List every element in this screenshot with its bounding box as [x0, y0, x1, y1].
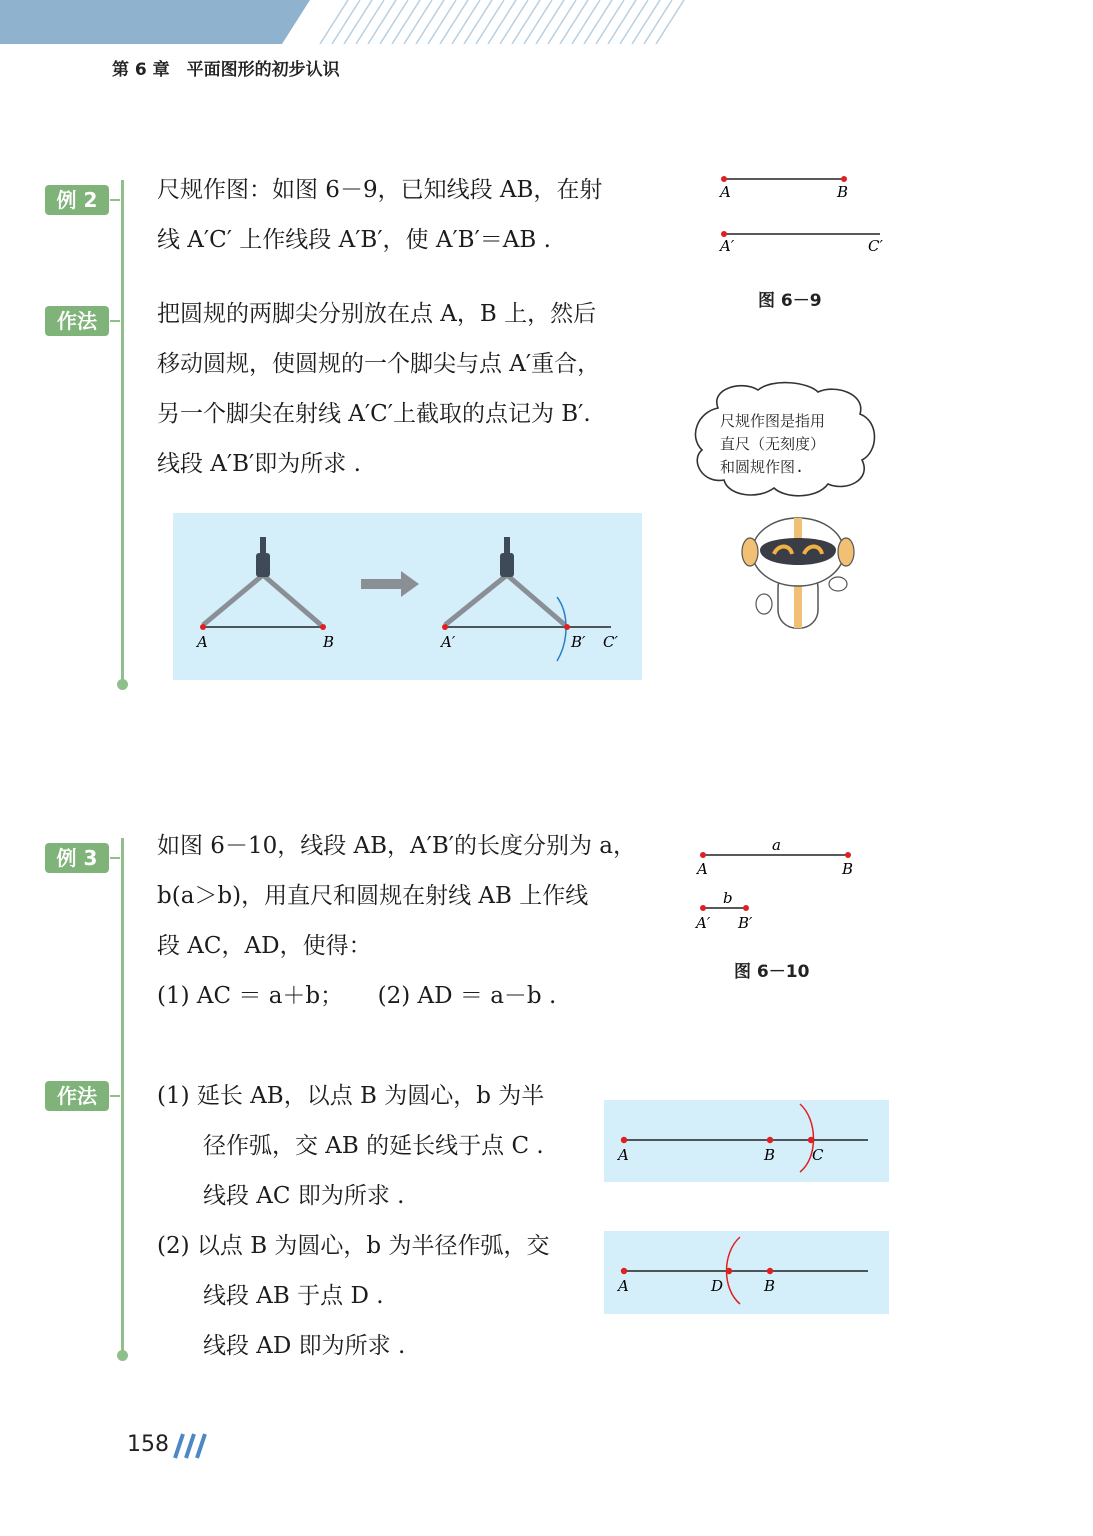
- label-a: A: [197, 633, 208, 651]
- compass-top: [260, 537, 266, 555]
- example2-method-text: [157, 289, 600, 489]
- arrow-icon: [361, 571, 419, 597]
- text-line: 移动圆规，使圆规的一个脚尖与点 A′重合，: [157, 351, 601, 377]
- point-b1: [743, 905, 749, 911]
- label-b: B: [842, 860, 854, 878]
- example2-text: [157, 165, 602, 265]
- header-bar: [0, 0, 1093, 44]
- label-b-length: b: [723, 889, 733, 907]
- example3-rail: [121, 838, 124, 1355]
- example2-rail: [121, 180, 124, 684]
- compass-leg: [507, 575, 565, 625]
- label-a1: A′: [696, 914, 711, 932]
- tag-connector: [110, 320, 120, 322]
- example2-rail-end: [117, 679, 128, 690]
- tag-connector: [110, 857, 120, 859]
- label-a-length: a: [772, 836, 781, 854]
- point-c: [808, 1137, 814, 1143]
- compass-top: [504, 537, 510, 555]
- point-b: [320, 624, 326, 630]
- label-c1: C′: [603, 633, 618, 651]
- compass-leg: [203, 575, 263, 625]
- label-a: A: [618, 1146, 629, 1164]
- label-b1: B′: [738, 914, 753, 932]
- point-a: [200, 624, 206, 630]
- compass-handle: [256, 553, 270, 577]
- label-b: B: [764, 1146, 776, 1164]
- figure-6-9: [700, 165, 900, 265]
- label-b: B: [323, 633, 335, 651]
- compass-construction: [173, 513, 642, 680]
- point-a: [721, 176, 727, 182]
- label-a1: A′: [441, 633, 456, 651]
- chapter-title: 第 6 章 平面图形的初步认识: [112, 60, 340, 80]
- construction-ad: [604, 1231, 889, 1314]
- text-line: 把圆规的两脚尖分别放在点 A，B 上，然后: [157, 301, 597, 327]
- figure-6-9-caption: 图 6－9: [758, 291, 822, 311]
- label-b1: B′: [571, 633, 586, 651]
- text-line: (1) AC ＝ a＋b； (2) AD ＝ a－b .: [157, 983, 557, 1009]
- point-a1: [442, 624, 448, 630]
- label-d: D: [711, 1277, 724, 1295]
- text-line: 径作弧，交 AB 的延长线于点 C .: [203, 1133, 544, 1159]
- robot-mascot: [738, 512, 858, 634]
- label-c: C: [812, 1146, 824, 1164]
- point-b: [767, 1268, 773, 1274]
- text-line: 线段 AD 即为所求 .: [203, 1333, 406, 1359]
- arc: [557, 597, 566, 661]
- text-line: 如图 6－10，线段 AB，A′B′的长度分别为 a，: [157, 833, 637, 859]
- example2-tag: 例 2: [45, 185, 109, 215]
- label-a: A: [697, 860, 708, 878]
- text-line: 段 AC，AD，使得：: [157, 933, 372, 959]
- point-a: [621, 1137, 627, 1143]
- text-line: 线段 AC 即为所求 .: [203, 1183, 405, 1209]
- example3-tag: 例 3: [45, 843, 109, 873]
- text-line: 线段 A′B′即为所求 .: [157, 451, 361, 477]
- example2-method-tag: 作法: [45, 306, 109, 336]
- label-b: B: [837, 183, 849, 201]
- text-line: b(a＞b)，用直尺和圆规在射线 AB 上作线: [157, 883, 589, 909]
- tag-connector: [110, 1095, 120, 1097]
- label-a1: A′: [720, 237, 735, 255]
- example3-method-text: [157, 1071, 549, 1371]
- compass-handle: [500, 553, 514, 577]
- label-b: B: [764, 1277, 776, 1295]
- label-a: A: [618, 1277, 629, 1295]
- point-b1: [564, 624, 570, 630]
- compass-leg: [263, 575, 321, 625]
- point-a1: [700, 905, 706, 911]
- label-c1: C′: [868, 237, 883, 255]
- example3-method-tag: 作法: [45, 1081, 109, 1111]
- figure-6-10-caption: 图 6－10: [734, 962, 810, 982]
- page-number: 158: [127, 1432, 169, 1457]
- speech-bubble-text: [720, 410, 825, 479]
- point-a: [621, 1268, 627, 1274]
- example3-text: [157, 821, 636, 1021]
- tag-connector: [110, 199, 120, 201]
- text-line: (1) 延长 AB，以点 B 为圆心，b 为半: [157, 1083, 545, 1109]
- figure-6-10: [690, 833, 870, 943]
- construction-ac: [604, 1100, 889, 1182]
- text-line: 另一个脚尖在射线 A′C′上截取的点记为 B′.: [157, 401, 591, 427]
- point-b: [845, 852, 851, 858]
- text-line: 线 A′C′ 上作线段 A′B′，使 A′B′＝AB .: [157, 227, 551, 253]
- point-b: [767, 1137, 773, 1143]
- bubble-line: 和圆规作图.: [720, 458, 805, 476]
- text-line: 线段 AB 于点 D .: [203, 1283, 384, 1309]
- example3-rail-end: [117, 1350, 128, 1361]
- point-b: [841, 176, 847, 182]
- page-number-slashes: [165, 1432, 209, 1460]
- point-a: [700, 852, 706, 858]
- text-line: 尺规作图：如图 6－9，已知线段 AB，在射: [157, 177, 603, 203]
- text-line: (2) 以点 B 为圆心，b 为半径作弧，交: [157, 1233, 550, 1259]
- point-d: [726, 1268, 732, 1274]
- label-a: A: [720, 183, 731, 201]
- compass-leg: [445, 575, 507, 625]
- bubble-line: 直尺（无刻度）: [720, 435, 826, 453]
- bubble-line: 尺规作图是指用: [720, 412, 826, 430]
